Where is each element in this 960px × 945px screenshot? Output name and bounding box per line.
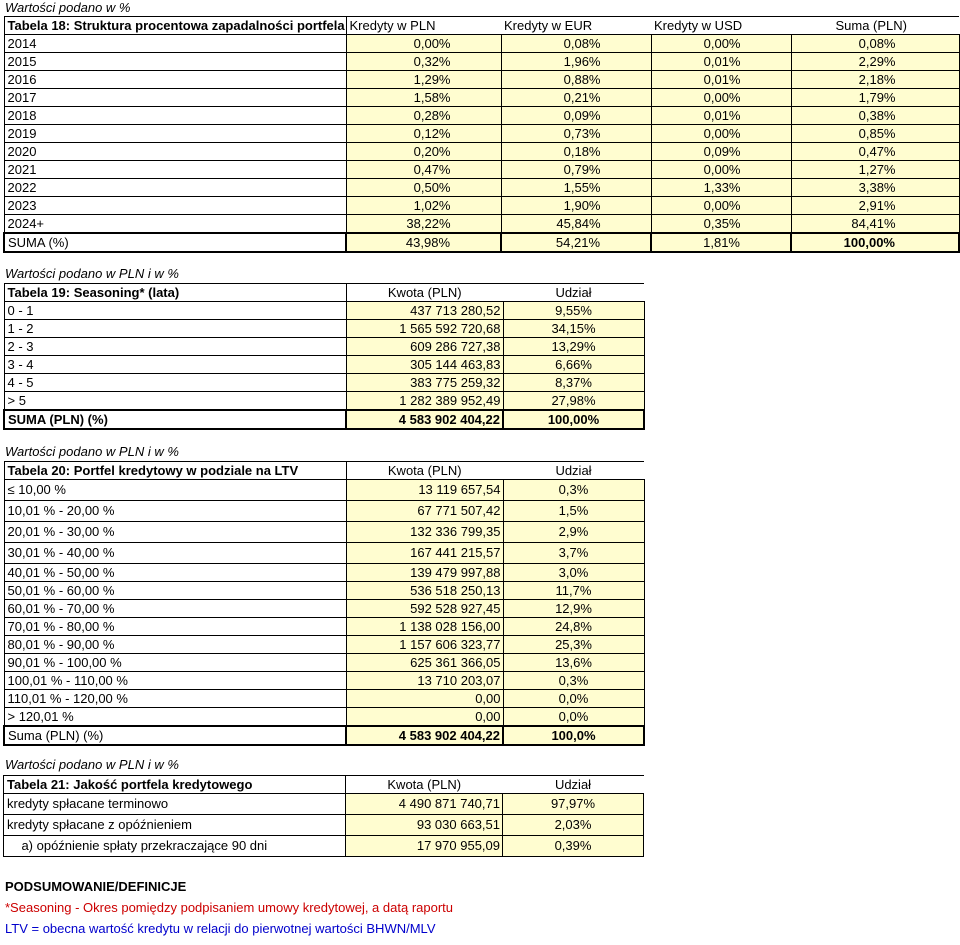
- table-row: [4, 836, 644, 857]
- table-row: [4, 179, 959, 197]
- column-header: Tabela 20: Portfel kredytowy w podziale na LTV: [4, 462, 346, 480]
- table-row: [4, 480, 644, 501]
- table-cell: 0,0%: [503, 708, 644, 727]
- table-row: [4, 161, 959, 179]
- table-cell: 0,3%: [503, 480, 644, 501]
- table-row: [4, 636, 644, 654]
- row-label: ≤ 10,00 %: [4, 480, 346, 501]
- row-label: 50,01 % - 60,00 %: [4, 582, 346, 600]
- column-header: Udział: [503, 284, 644, 302]
- table-cell: 536 518 250,13: [346, 582, 503, 600]
- table-row: [4, 374, 644, 392]
- column-header: Kredyty w USD: [651, 17, 791, 35]
- row-label: 4 - 5: [4, 374, 346, 392]
- row-label: 2021: [4, 161, 346, 179]
- table-cell: 0,28%: [346, 107, 501, 125]
- table-cell: 592 528 927,45: [346, 600, 503, 618]
- row-label: 40,01 % - 50,00 %: [4, 564, 346, 582]
- table-row: [4, 600, 644, 618]
- table-cell: 0,73%: [501, 125, 651, 143]
- row-label: 2017: [4, 89, 346, 107]
- table-header-row: [4, 462, 644, 480]
- table-cell: 1,58%: [346, 89, 501, 107]
- column-header: Kwota (PLN): [346, 284, 503, 302]
- sum-cell: 100,0%: [503, 726, 644, 745]
- table-cell: 0,79%: [501, 161, 651, 179]
- table-row: [4, 794, 644, 815]
- table-cell: 0,00%: [651, 89, 791, 107]
- table-cell: 0,50%: [346, 179, 501, 197]
- row-label: a) opóźnienie spłaty przekraczające 90 dni: [4, 836, 346, 857]
- table-row: [4, 582, 644, 600]
- row-label: 3 - 4: [4, 356, 346, 374]
- table-row: [4, 71, 959, 89]
- table-cell: 1 565 592 720,68: [346, 320, 503, 338]
- table-row: [4, 35, 959, 53]
- table-cell: 0,88%: [501, 71, 651, 89]
- table-cell: 24,8%: [503, 618, 644, 636]
- row-label: 2020: [4, 143, 346, 161]
- table-19: [3, 283, 645, 430]
- table-row: [4, 654, 644, 672]
- table-cell: 625 361 366,05: [346, 654, 503, 672]
- table-row: [4, 501, 644, 522]
- row-label: 2016: [4, 71, 346, 89]
- row-label: > 120,01 %: [4, 708, 346, 727]
- table-cell: 0,21%: [501, 89, 651, 107]
- sum-row: [4, 726, 644, 745]
- table-row: [4, 672, 644, 690]
- column-header: Kredyty w EUR: [501, 17, 651, 35]
- table-cell: 609 286 727,38: [346, 338, 503, 356]
- sum-cell: 100,00%: [503, 410, 644, 429]
- table-row: [4, 618, 644, 636]
- table-row: [4, 302, 644, 320]
- table-cell: 13 119 657,54: [346, 480, 503, 501]
- table-cell: 0,01%: [651, 107, 791, 125]
- table-row: [4, 197, 959, 215]
- summary-title: PODSUMOWANIE/DEFINICJE: [5, 879, 187, 894]
- table-cell: 0,3%: [503, 672, 644, 690]
- table-cell: 0,20%: [346, 143, 501, 161]
- table-cell: 84,41%: [791, 215, 959, 234]
- row-label: 2022: [4, 179, 346, 197]
- table-header-row: [4, 776, 644, 794]
- table-cell: 437 713 280,52: [346, 302, 503, 320]
- table-cell: 0,18%: [501, 143, 651, 161]
- table-row: [4, 107, 959, 125]
- table-cell: 1 138 028 156,00: [346, 618, 503, 636]
- table-header-row: [4, 17, 959, 35]
- row-label: kredyty spłacane z opóźnieniem: [4, 815, 346, 836]
- table-21: [3, 775, 644, 857]
- table-cell: 13 710 203,07: [346, 672, 503, 690]
- sum-label: Suma (PLN) (%): [4, 726, 346, 745]
- table-cell: 0,39%: [503, 836, 644, 857]
- table-row: [4, 522, 644, 543]
- table-cell: 0,00%: [346, 35, 501, 53]
- sum-cell: 43,98%: [346, 233, 501, 252]
- row-label: 90,01 % - 100,00 %: [4, 654, 346, 672]
- table-18: [3, 16, 960, 253]
- table-row: [4, 320, 644, 338]
- table-cell: 17 970 955,09: [346, 836, 503, 857]
- table-cell: 0,00%: [651, 35, 791, 53]
- column-header: Kwota (PLN): [346, 462, 503, 480]
- table-cell: 0,09%: [501, 107, 651, 125]
- row-label: 2018: [4, 107, 346, 125]
- row-label: 100,01 % - 110,00 %: [4, 672, 346, 690]
- table-cell: 0,47%: [346, 161, 501, 179]
- table-cell: 3,0%: [503, 564, 644, 582]
- table-cell: 383 775 259,32: [346, 374, 503, 392]
- table-row: [4, 215, 959, 234]
- table-cell: 1 157 606 323,77: [346, 636, 503, 654]
- table-row: [4, 690, 644, 708]
- sum-label: SUMA (PLN) (%): [4, 410, 346, 429]
- column-header: Tabela 21: Jakość portfela kredytowego: [4, 776, 346, 794]
- row-label: 0 - 1: [4, 302, 346, 320]
- row-label: 80,01 % - 90,00 %: [4, 636, 346, 654]
- table-row: [4, 338, 644, 356]
- table-row: [4, 89, 959, 107]
- table-cell: 1 282 389 952,49: [346, 392, 503, 411]
- row-label: 2019: [4, 125, 346, 143]
- table-cell: 0,00: [346, 708, 503, 727]
- sum-row: [4, 233, 959, 252]
- table-cell: 1,27%: [791, 161, 959, 179]
- table-cell: 167 441 215,57: [346, 543, 503, 564]
- sum-cell: 4 583 902 404,22: [346, 410, 503, 429]
- sum-label: SUMA (%): [4, 233, 346, 252]
- column-header: Kredyty w PLN: [346, 17, 501, 35]
- table-cell: 0,0%: [503, 690, 644, 708]
- table-cell: 4 490 871 740,71: [346, 794, 503, 815]
- sum-cell: 54,21%: [501, 233, 651, 252]
- row-label: 110,01 % - 120,00 %: [4, 690, 346, 708]
- table-cell: 0,35%: [651, 215, 791, 234]
- column-header: Tabela 18: Struktura procentowa zapadalności portfela: [4, 17, 346, 35]
- table-cell: 9,55%: [503, 302, 644, 320]
- table-cell: 0,00%: [651, 161, 791, 179]
- table-cell: 1,55%: [501, 179, 651, 197]
- table-cell: 11,7%: [503, 582, 644, 600]
- table-cell: 1,02%: [346, 197, 501, 215]
- table-cell: 38,22%: [346, 215, 501, 234]
- row-label: 2014: [4, 35, 346, 53]
- seasoning-definition: *Seasoning - Okres pomiędzy podpisaniem umowy kredytowej, a datą raportu: [5, 900, 454, 915]
- table-row: [4, 392, 644, 411]
- table-row: [4, 708, 644, 727]
- ltv-definition: LTV = obecna wartość kredytu w relacji do pierwotnej wartości BHWN/MLV: [5, 921, 436, 936]
- row-label: 2 - 3: [4, 338, 346, 356]
- table-cell: 6,66%: [503, 356, 644, 374]
- table-cell: 1,5%: [503, 501, 644, 522]
- row-label: 2015: [4, 53, 346, 71]
- table-cell: 1,90%: [501, 197, 651, 215]
- table-cell: 67 771 507,42: [346, 501, 503, 522]
- table-cell: 0,01%: [651, 71, 791, 89]
- table-cell: 2,9%: [503, 522, 644, 543]
- table-header-row: [4, 284, 644, 302]
- table-cell: 13,6%: [503, 654, 644, 672]
- table-cell: 1,33%: [651, 179, 791, 197]
- table-cell: 2,91%: [791, 197, 959, 215]
- row-label: kredyty spłacane terminowo: [4, 794, 346, 815]
- table-cell: 0,09%: [651, 143, 791, 161]
- table-cell: 0,38%: [791, 107, 959, 125]
- table-row: [4, 564, 644, 582]
- table-cell: 0,00%: [651, 197, 791, 215]
- sum-cell: 4 583 902 404,22: [346, 726, 503, 745]
- sum-cell: 100,00%: [791, 233, 959, 252]
- row-label: 1 - 2: [4, 320, 346, 338]
- row-label: > 5: [4, 392, 346, 411]
- column-header: Udział: [503, 776, 644, 794]
- table-cell: 13,29%: [503, 338, 644, 356]
- table-cell: 0,12%: [346, 125, 501, 143]
- table-cell: 0,85%: [791, 125, 959, 143]
- row-label: 2023: [4, 197, 346, 215]
- column-header: Kwota (PLN): [346, 776, 503, 794]
- row-label: 2024+: [4, 215, 346, 234]
- units-note-19: Wartości podano w PLN i w %: [5, 266, 179, 281]
- table-cell: 3,38%: [791, 179, 959, 197]
- table-cell: 0,00: [346, 690, 503, 708]
- units-note-20: Wartości podano w PLN i w %: [5, 444, 179, 459]
- table-cell: 0,08%: [501, 35, 651, 53]
- column-header: Suma (PLN): [791, 17, 959, 35]
- table-cell: 132 336 799,35: [346, 522, 503, 543]
- table-cell: 3,7%: [503, 543, 644, 564]
- table-cell: 0,32%: [346, 53, 501, 71]
- table-cell: 0,08%: [791, 35, 959, 53]
- table-cell: 12,9%: [503, 600, 644, 618]
- table-cell: 139 479 997,88: [346, 564, 503, 582]
- table-20: [3, 461, 645, 746]
- table-cell: 27,98%: [503, 392, 644, 411]
- sum-cell: 1,81%: [651, 233, 791, 252]
- sum-row: [4, 410, 644, 429]
- table-cell: 2,18%: [791, 71, 959, 89]
- table-cell: 34,15%: [503, 320, 644, 338]
- table-cell: 8,37%: [503, 374, 644, 392]
- table-cell: 93 030 663,51: [346, 815, 503, 836]
- table-cell: 25,3%: [503, 636, 644, 654]
- table-cell: 2,03%: [503, 815, 644, 836]
- table-row: [4, 815, 644, 836]
- table-cell: 97,97%: [503, 794, 644, 815]
- row-label: 60,01 % - 70,00 %: [4, 600, 346, 618]
- column-header: Udział: [503, 462, 644, 480]
- table-row: [4, 53, 959, 71]
- row-label: 20,01 % - 30,00 %: [4, 522, 346, 543]
- table-cell: 1,96%: [501, 53, 651, 71]
- table-cell: 0,00%: [651, 125, 791, 143]
- row-label: 70,01 % - 80,00 %: [4, 618, 346, 636]
- table-row: [4, 125, 959, 143]
- table-row: [4, 356, 644, 374]
- units-note-21: Wartości podano w PLN i w %: [5, 757, 179, 772]
- table-row: [4, 143, 959, 161]
- units-note-18: Wartości podano w %: [5, 0, 131, 15]
- row-label: 10,01 % - 20,00 %: [4, 501, 346, 522]
- table-row: [4, 543, 644, 564]
- table-cell: 305 144 463,83: [346, 356, 503, 374]
- row-label: 30,01 % - 40,00 %: [4, 543, 346, 564]
- table-cell: 2,29%: [791, 53, 959, 71]
- column-header: Tabela 19: Seasoning* (lata): [4, 284, 346, 302]
- table-cell: 0,47%: [791, 143, 959, 161]
- table-cell: 45,84%: [501, 215, 651, 234]
- table-cell: 0,01%: [651, 53, 791, 71]
- table-cell: 1,29%: [346, 71, 501, 89]
- table-cell: 1,79%: [791, 89, 959, 107]
